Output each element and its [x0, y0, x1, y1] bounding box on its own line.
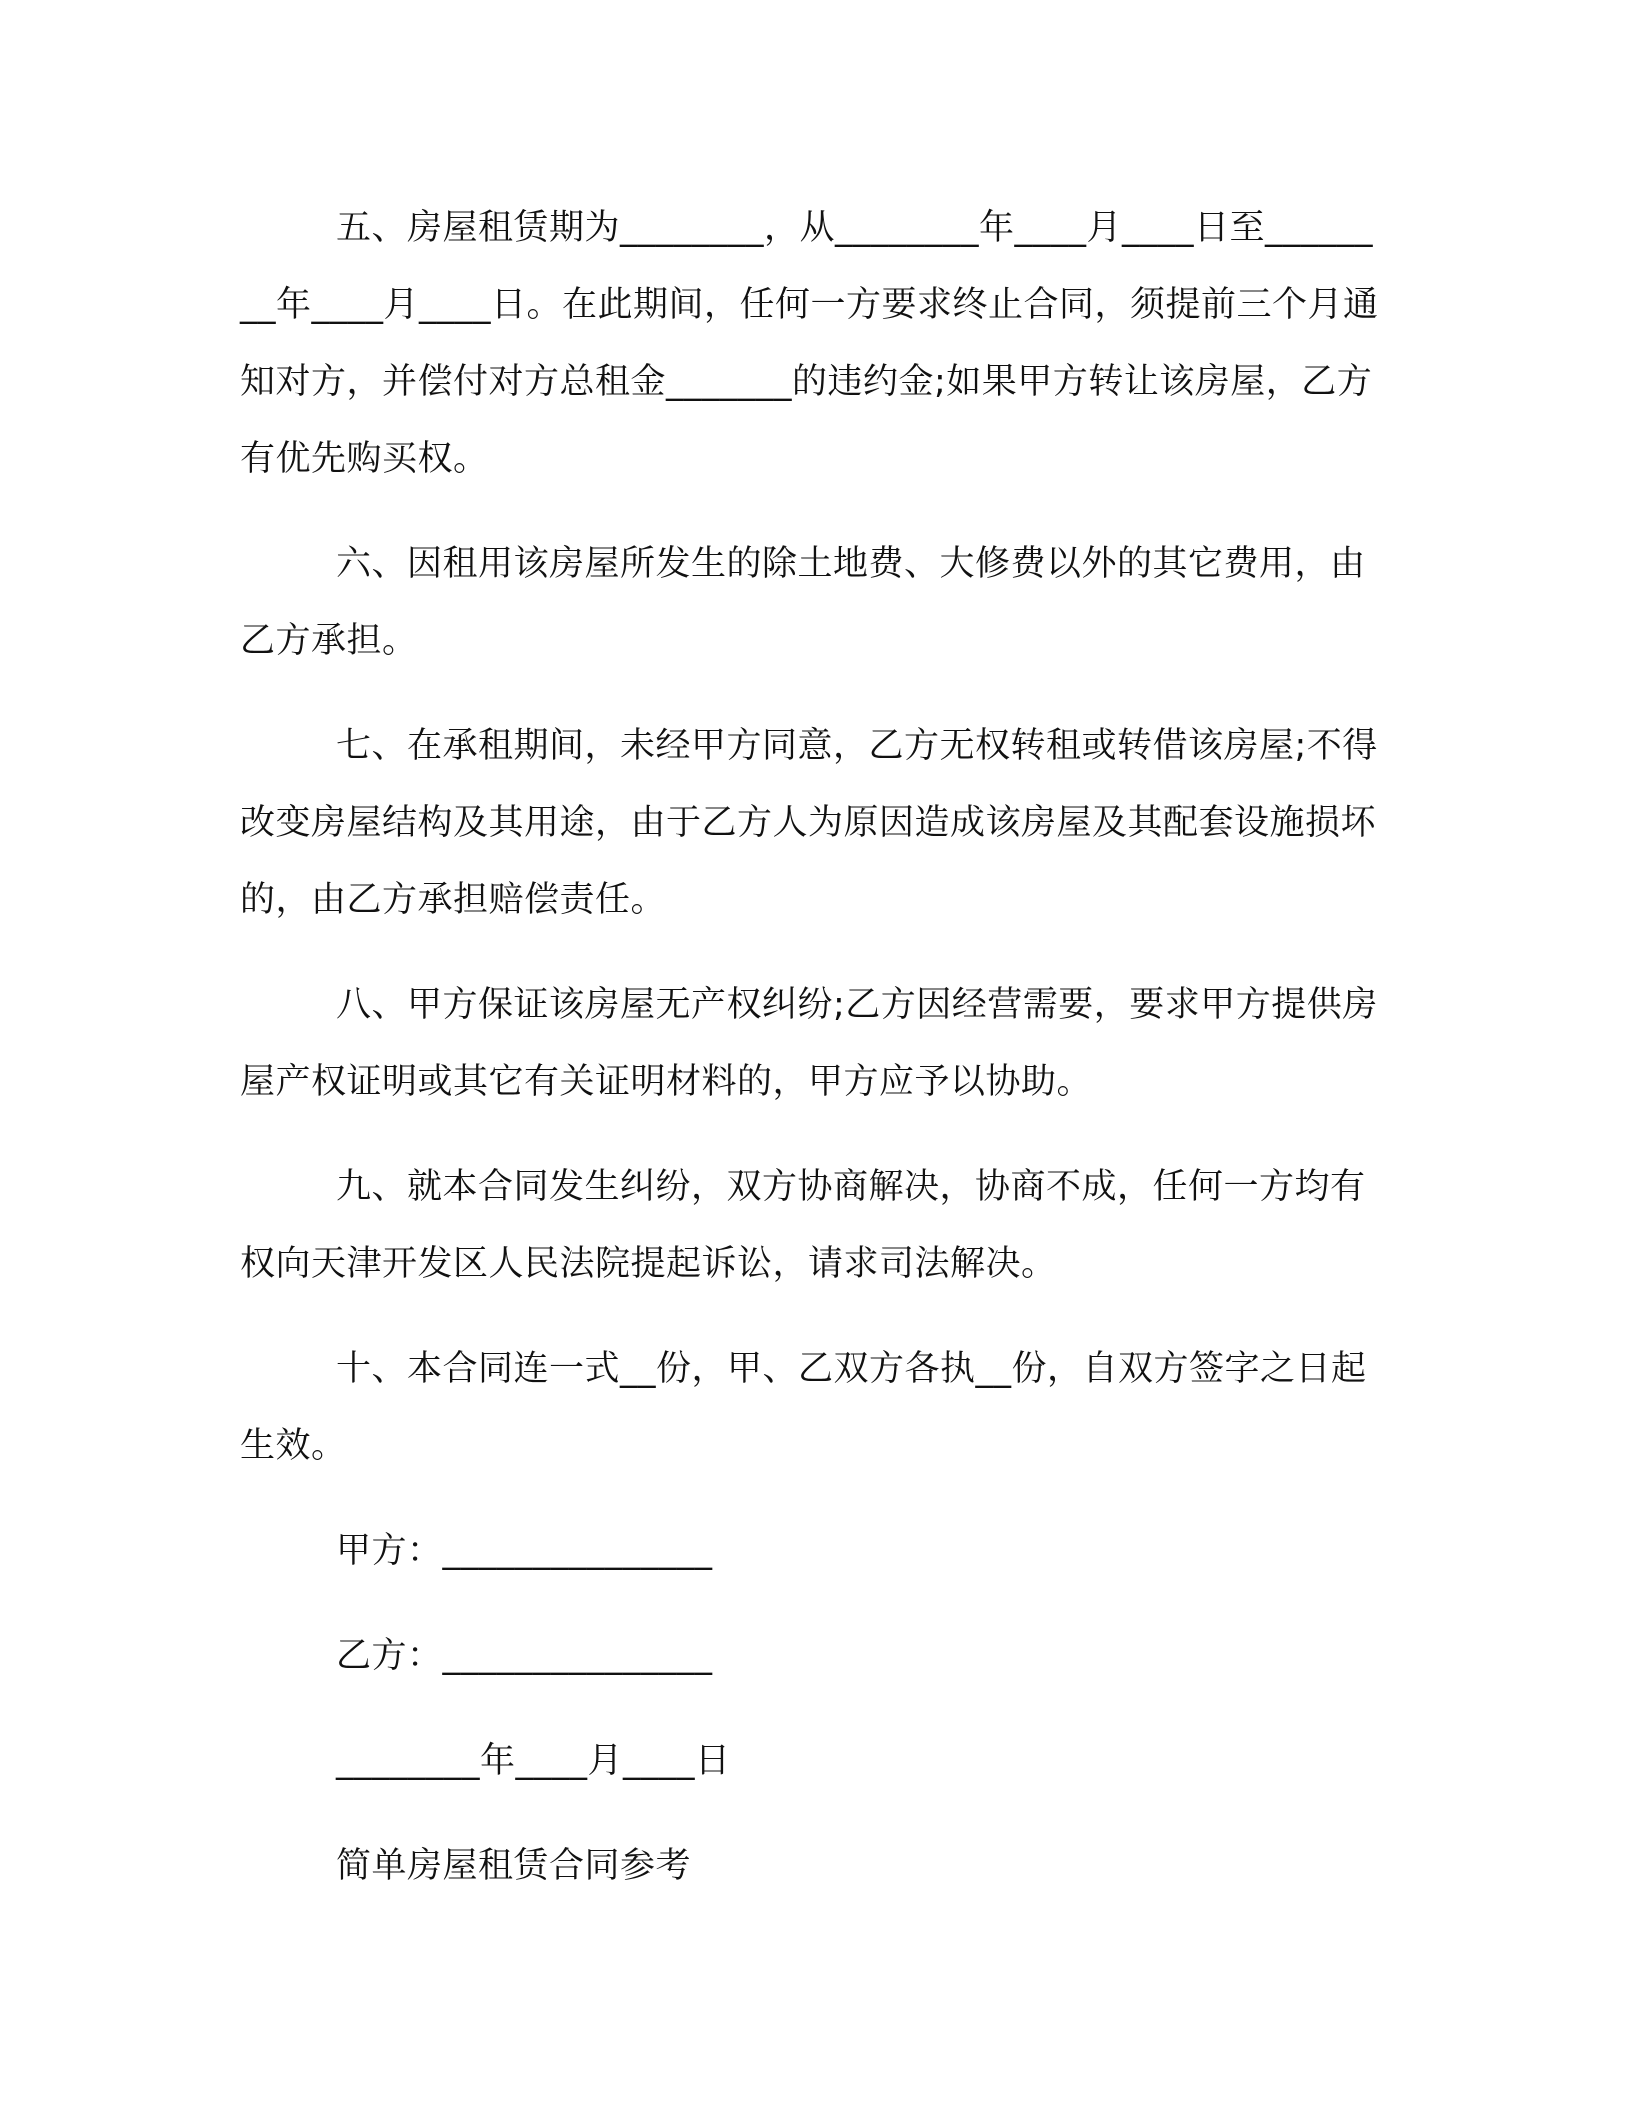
document-body	[240, 190, 1390, 1933]
party-a-signature: 甲方：_______________	[336, 1531, 713, 1571]
party-b-signature: 乙方：_______________	[336, 1636, 713, 1676]
clause-7-sublease: 七、在承租期间，未经甲方同意，乙方无权转租或转借该房屋;不得改变房屋结构及其用途，由于乙方人为原因造成该房屋及其配套设施损坏的，由乙方承担赔偿责任。	[240, 726, 1378, 920]
signing-date: ________年____月____日	[336, 1741, 731, 1781]
clause-9-disputes: 九、就本合同发生纠纷，双方协商解决，协商不成，任何一方均有权向天津开发区人民法院提起诉讼，请求司法解决。	[240, 1167, 1366, 1284]
clause-6-fees: 六、因租用该房屋所发生的除土地费、大修费以外的其它费用，由乙方承担。	[240, 544, 1366, 661]
clause-5-lease-term: 五、房屋租赁期为________，从________年____月____日至________年____月____日。在此期间，任何一方要求终止合同，须提前三个月通知对方，并偿付对方总租金_______的违约金;如果甲方转让该房屋，乙方有优先购买权。	[240, 208, 1379, 479]
footer-title: 简单房屋租赁合同参考	[336, 1846, 692, 1886]
clause-8-ownership: 八、甲方保证该房屋无产权纠纷;乙方因经营需要，要求甲方提供房屋产权证明或其它有关证明材料的，甲方应予以协助。	[240, 985, 1378, 1102]
clause-10-copies: 十、本合同连一式__份，甲、乙双方各执__份，自双方签字之日起生效。	[240, 1349, 1367, 1466]
